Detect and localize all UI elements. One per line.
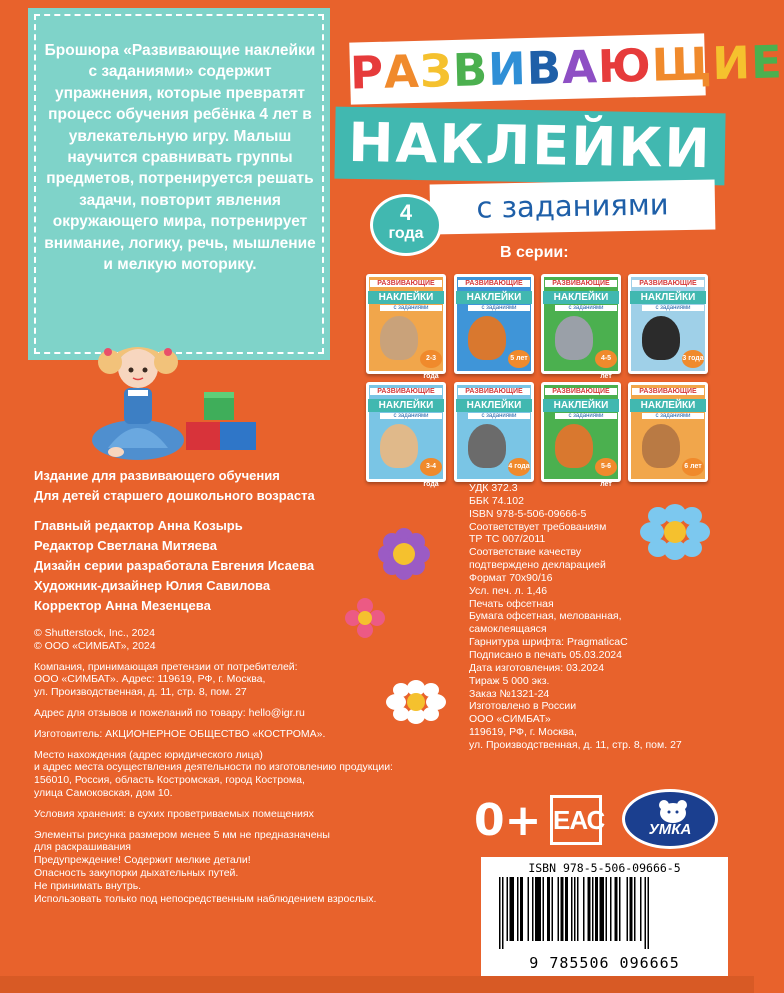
barcode-bar	[615, 877, 618, 941]
book-age: 3 года	[682, 350, 704, 368]
series-book	[454, 274, 534, 374]
book-title1: РАЗВИВАЮЩИЕ	[632, 280, 704, 287]
barcode-bar	[592, 877, 594, 941]
imprint-line: Дата изготовления: 03.2024	[469, 661, 605, 674]
imprint-line: ТР ТС 007/2011	[469, 533, 546, 546]
credit-line: Корректор Анна Мезенцева	[34, 598, 211, 613]
age-badge	[370, 194, 442, 256]
barcode-bar	[552, 877, 554, 941]
logo-line3: с заданиями	[476, 187, 669, 225]
book-title1: РАЗВИВАЮЩИЕ	[545, 388, 617, 395]
series-book	[628, 274, 708, 374]
barcode-bar	[600, 877, 605, 941]
logo-letter: Е	[750, 35, 784, 90]
book-age: 5-6 лет	[595, 458, 617, 476]
barcode-bar	[634, 877, 636, 941]
barcode-bars	[499, 877, 710, 955]
legal-line: 156010, Россия, область Костромская, город Кострома,	[34, 774, 305, 787]
logo-letter: З	[419, 43, 454, 98]
umka-logo-text: УМКА	[648, 821, 692, 838]
book-title2: НАКЛЕЙКИ	[543, 291, 619, 304]
barcode-bar	[577, 877, 579, 941]
barcode-bar	[507, 877, 509, 941]
logo-line2: НАКЛЕЙКИ	[347, 110, 713, 181]
series-book	[541, 382, 621, 488]
barcode-bar	[645, 877, 647, 949]
eac-mark: ЕАС	[550, 795, 602, 845]
logo-line1-band	[349, 33, 784, 104]
credit-line: Дизайн серии разработала Евгения Исаева	[34, 558, 315, 573]
barcode-bar	[619, 877, 621, 941]
barcode-bar	[510, 877, 515, 941]
logo-letter: Р	[349, 45, 385, 100]
book-title3: с заданиями	[380, 305, 442, 311]
book-age: 4 года	[508, 458, 530, 476]
pub-info-line: Издание для развивающего обучения	[34, 468, 280, 483]
imprint-line: Бумага офсетная, мелованная,	[469, 610, 622, 623]
age-number: 4	[399, 200, 413, 225]
legal-line: для раскрашивания	[34, 841, 131, 854]
legal-text	[34, 627, 454, 905]
imprint-line: подтверждено декларацией	[469, 559, 606, 572]
barcode-bar	[640, 877, 642, 941]
legal-line	[34, 821, 454, 829]
barcode-bar	[610, 877, 612, 941]
umka-logo	[622, 789, 718, 849]
barcode-bar	[535, 877, 541, 941]
legal-line: ул. Производственная, д. 11, стр. 8, пом. 27	[34, 686, 247, 699]
book-age: 4-5 лет	[595, 350, 617, 368]
book-age: 6 лет	[682, 458, 704, 476]
legal-line: Предупреждение! Содержит мелкие детали!	[34, 854, 251, 867]
imprint-line: Подписано в печать 05.03.2024	[469, 648, 622, 661]
logo-letter: А	[383, 44, 421, 99]
legal-line: и адрес места осуществления деятельности по изготовлению продукции:	[34, 761, 393, 774]
legal-line: Адрес для отзывов и пожеланий по товару: hello@igr.ru	[34, 706, 305, 719]
credit-line: Главный редактор Анна Козырь	[34, 518, 243, 533]
logo-letter: Щ	[651, 37, 714, 92]
barcode-bar	[588, 877, 591, 941]
book-title3: с заданиями	[642, 305, 704, 311]
legal-line	[34, 800, 454, 808]
barcode-bar	[499, 877, 501, 949]
legal-line	[34, 699, 454, 707]
barcode-bar	[648, 877, 650, 949]
book-title1: РАЗВИВАЮЩИЕ	[458, 388, 530, 395]
book-animal	[380, 424, 418, 468]
credits	[34, 516, 454, 616]
credit-line: Художник-дизайнер Юлия Савилова	[34, 578, 271, 593]
barcode-bar	[532, 877, 534, 941]
imprint-line: УДК 372.3	[469, 482, 518, 494]
doll-illustration	[88, 338, 188, 462]
logo-letter: Ю	[597, 38, 653, 94]
description-text: Брошюра «Развивающие наклейки с заданиями» содержит упражнения, которые превратят процесс обучения ребёнка 4 лет в увлекательную игру. Малыш научится сравнивать группы предметов, потренируется решать задачи, повторит явления окружающего мира, потренирует внимание, логику, речь, мышление и мелкую моторику.	[44, 42, 316, 274]
legal-line	[34, 653, 454, 661]
imprint-line: Соответствует требованиям	[469, 520, 607, 533]
certification-marks	[474, 789, 744, 849]
imprint-line: Тираж 5 000 экз.	[469, 674, 550, 687]
legal-line: Изготовитель: АКЦИОНЕРНОЕ ОБЩЕСТВО «КОСТРОМА».	[34, 727, 326, 740]
book-title1: РАЗВИВАЮЩИЕ	[545, 280, 617, 287]
imprint-line: ООО «СИМБАТ»	[469, 713, 551, 726]
pub-info-line: Для детей старшего дошкольного возраста	[34, 488, 315, 503]
legal-line: Компания, принимающая претензии от потребителей:	[34, 660, 298, 673]
barcode-bar	[561, 877, 564, 941]
legal-line	[34, 720, 454, 728]
book-title1: РАЗВИВАЮЩИЕ	[458, 280, 530, 287]
barcode-bar	[627, 877, 629, 941]
logo-letter: В	[526, 41, 563, 96]
imprint-line: ББК 74.102	[469, 494, 524, 507]
book-title2: НАКЛЕЙКИ	[368, 399, 444, 412]
barcode-bar	[543, 877, 545, 941]
book-title2: НАКЛЕЙКИ	[456, 291, 532, 304]
book-age: 2-3 года	[420, 350, 442, 368]
book-title2: НАКЛЕЙКИ	[630, 291, 706, 304]
logo-letter: А	[561, 40, 599, 95]
series-book	[541, 274, 621, 380]
barcode-bar	[547, 877, 550, 941]
legal-line: Опасность закупорки дыхательных путей.	[34, 866, 239, 879]
legal-line: Элементы рисунка размером менее 5 мм не предназначены	[34, 828, 330, 841]
imprint-line: ул. Производственная, д. 11, стр. 8, пом. 27	[469, 738, 682, 751]
legal-line: Место нахождения (адрес юридического лица)	[34, 748, 263, 761]
cubes-illustration	[182, 390, 260, 452]
barcode-bar	[558, 877, 560, 941]
publication-info	[34, 466, 454, 506]
legal-line: улица Самоковская, дом 10.	[34, 786, 173, 799]
book-animal	[380, 316, 418, 360]
logo-line2-band	[334, 107, 725, 186]
book-title3: с заданиями	[555, 305, 617, 311]
imprint-line: Печать офсетная	[469, 597, 554, 610]
book-title1: РАЗВИВАЮЩИЕ	[370, 280, 442, 287]
age-rating-mark: 0+	[474, 795, 542, 846]
barcode-bar	[528, 877, 530, 941]
legal-line	[34, 741, 454, 749]
barcode-bar	[517, 877, 519, 941]
book-animal	[468, 316, 506, 360]
logo-letter: В	[452, 43, 489, 97]
legal-line: Использовать только под непосредственным наблюдением взрослых.	[34, 892, 377, 905]
legal-line: © ООО «СИМБАТ», 2024	[34, 639, 156, 652]
barcode-isbn: ISBN 978-5-506-09666-5	[528, 861, 681, 875]
imprint-line: Формат 70х90/16	[469, 571, 553, 584]
imprint-line: Заказ №1321-24	[469, 687, 550, 700]
age-word: года	[388, 225, 424, 242]
book-title3: с заданиями	[642, 413, 704, 419]
imprint-line: Гарнитура шрифта: PragmaticaC	[469, 636, 628, 649]
imprint-line: ISBN 978-5-506-09666-5	[469, 507, 587, 520]
barcode-bar	[583, 877, 585, 941]
logo-letter: И	[487, 42, 528, 97]
book-age: 5 лет	[508, 350, 530, 368]
book-title3: с заданиями	[468, 413, 530, 419]
series-book	[366, 274, 446, 380]
barcode-bar	[630, 877, 633, 941]
barcode-bar	[606, 877, 608, 941]
legal-line: Не принимать внутрь.	[34, 879, 142, 892]
book-animal	[642, 316, 680, 360]
book-title2: НАКЛЕЙКИ	[543, 399, 619, 412]
bottom-strip	[0, 976, 754, 993]
imprint-line: Соответствие качеству	[469, 546, 582, 559]
book-age: 3-4 года	[420, 458, 442, 476]
book-animal	[555, 424, 593, 468]
barcode-digits: 9 785506 096665	[529, 954, 680, 972]
legal-line: ООО «СИМБАТ». Адрес: 119619, РФ, г. Москва,	[34, 673, 266, 686]
book-title2: НАКЛЕЙКИ	[630, 399, 706, 412]
barcode-bar	[520, 877, 523, 941]
legal-line: Условия хранения: в сухих проветриваемых помещениях	[34, 807, 314, 820]
logo-letter: И	[711, 36, 752, 91]
imprint-line: самоклеящаяся	[469, 623, 547, 636]
book-title3: с заданиями	[468, 305, 530, 311]
book-title1: РАЗВИВАЮЩИЕ	[632, 388, 704, 395]
legal-line: © Shutterstock, Inc., 2024	[34, 627, 155, 639]
book-title2: НАКЛЕЙКИ	[368, 291, 444, 304]
barcode-bar	[502, 877, 504, 949]
imprint-line: Усл. печ. л. 1,46	[469, 584, 548, 597]
barcode-bar	[565, 877, 568, 941]
imprint-text	[469, 482, 739, 752]
series-label: В серии:	[500, 244, 569, 261]
book-animal	[468, 424, 506, 468]
book-title2: НАКЛЕЙКИ	[456, 399, 532, 412]
book-title1: РАЗВИВАЮЩИЕ	[370, 388, 442, 395]
book-title3: с заданиями	[380, 413, 442, 419]
book-animal	[555, 316, 593, 360]
series-book	[454, 382, 534, 482]
imprint-line: Изготовлено в России	[469, 700, 577, 713]
imprint-line: 119619, РФ, г. Москва,	[469, 726, 577, 739]
book-animal	[642, 424, 680, 468]
logo-line3-band	[430, 180, 716, 235]
barcode-bar	[595, 877, 598, 941]
book-title3: с заданиями	[555, 413, 617, 419]
barcode-bar	[571, 877, 573, 941]
logo-line1	[349, 33, 784, 104]
series-book	[628, 382, 708, 482]
credit-line: Редактор Светлана Митяева	[34, 538, 217, 553]
barcode-bar	[574, 877, 576, 941]
